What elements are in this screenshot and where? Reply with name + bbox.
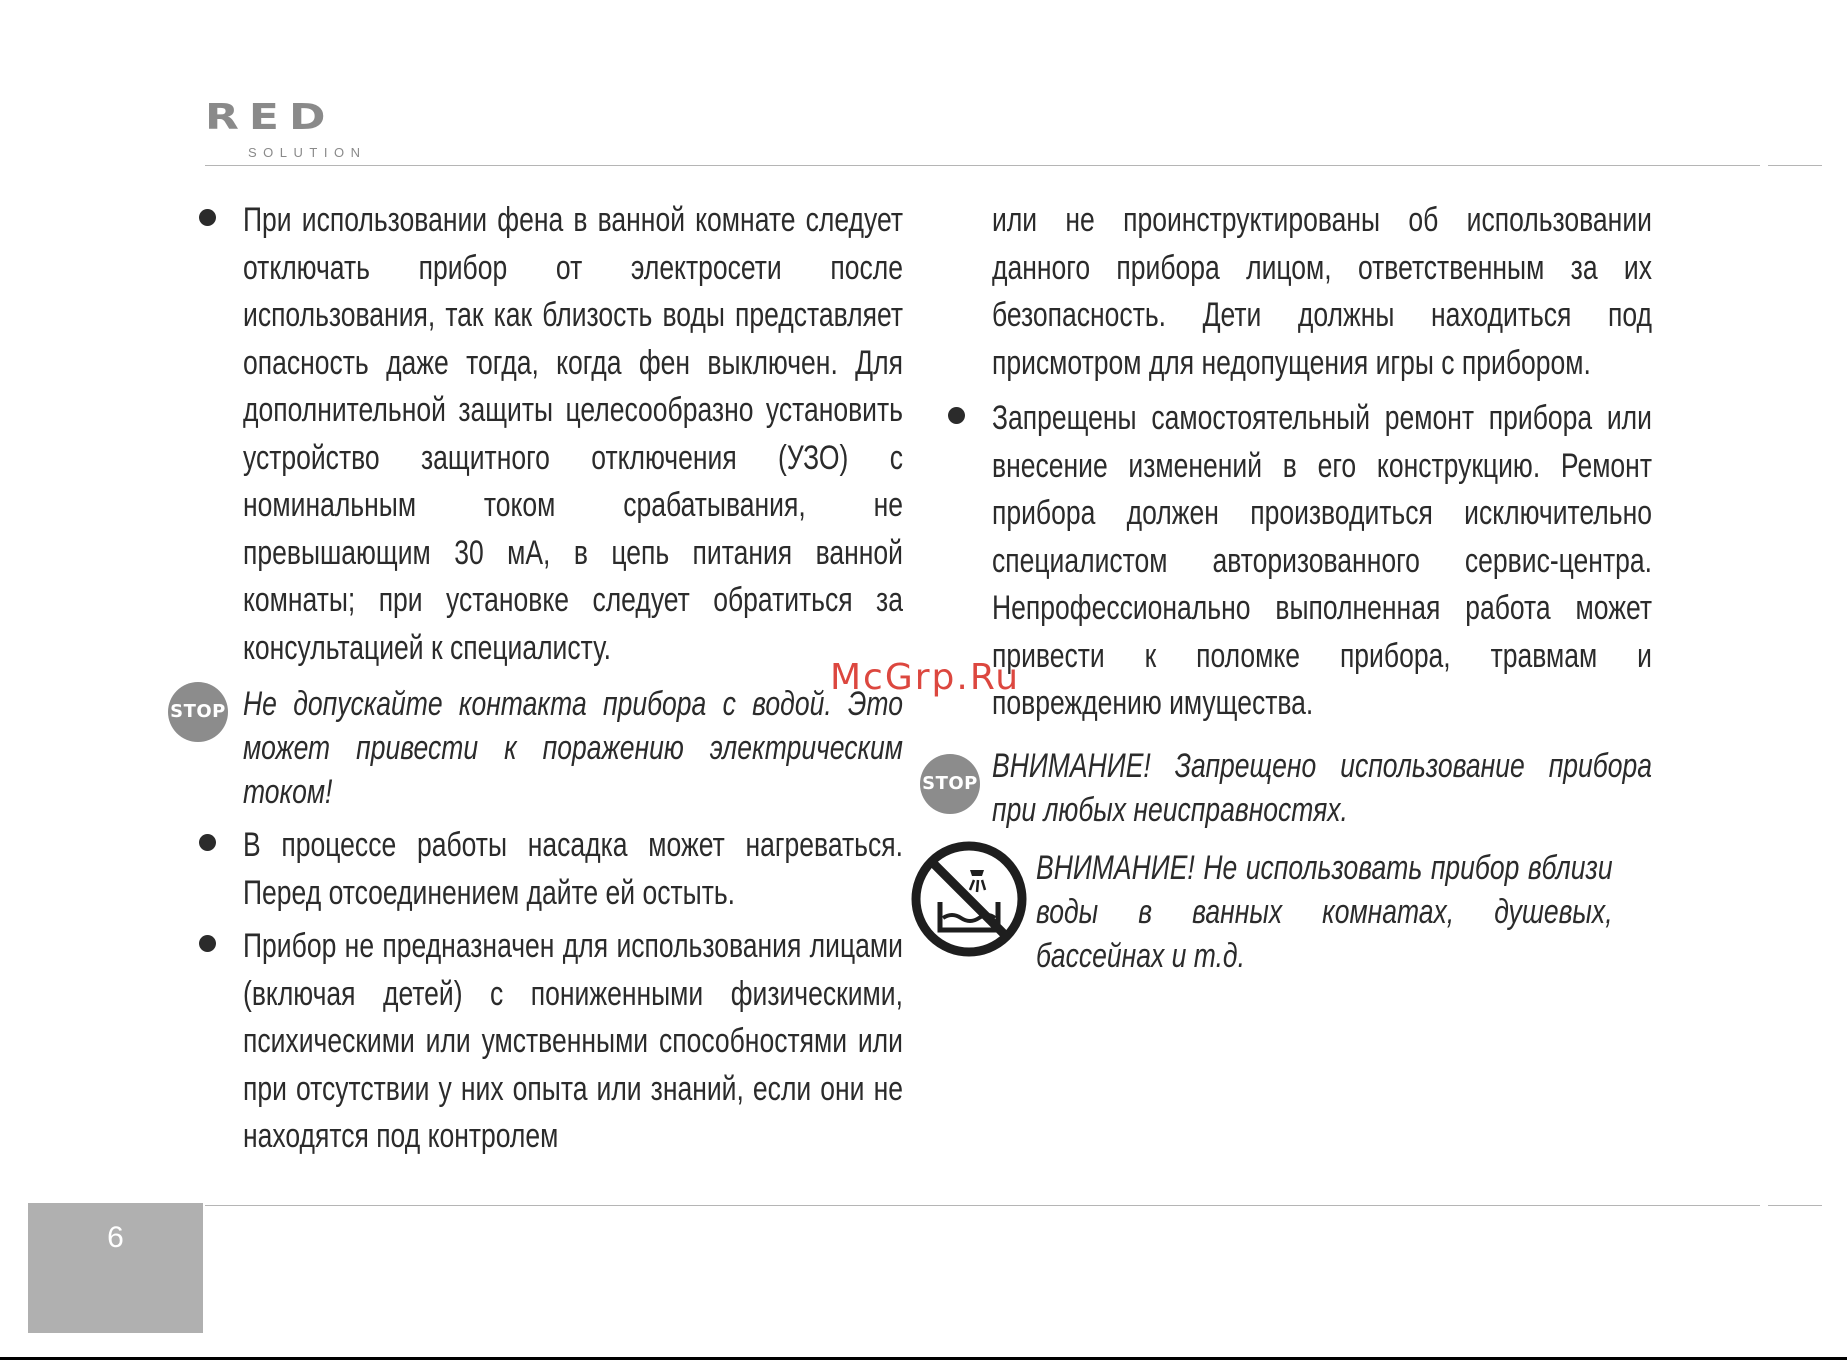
header-rule-right — [1768, 165, 1822, 166]
footer-rule-right — [1768, 1205, 1822, 1206]
logo-wordmark: RED — [205, 96, 336, 138]
warning-text: ВНИМАНИЕ! Запрещено использование прибора при любых неисправностях. — [992, 746, 1652, 829]
warning-text: Не допускайте контакта прибора с водой. Это может привести к поражению электрическим током! — [243, 685, 903, 811]
stop-warning — [170, 682, 903, 814]
brand-logo — [205, 96, 395, 162]
instruction-text: При использовании фена в ванной комнате следует отключать прибор от электросети после использования, так как близость воды представляет опасность даже тогда, когда фен выключен. Для дополнительной защиты целесообразно установить устройство защитного отключения (УЗО) с номинальным током срабатывания, не превышающим 30 мА, в цепь питания ванной комнаты; при установке следует обратиться за консультацией к специалисту. — [243, 201, 903, 667]
left-column — [170, 197, 903, 1161]
watermark: McGrp.Ru — [830, 657, 1021, 698]
logo-tagline: SOLUTION — [248, 145, 367, 160]
bullet-icon — [199, 834, 216, 851]
list-item — [992, 395, 1652, 728]
stop-warning — [922, 744, 1652, 832]
list-item — [243, 197, 903, 672]
footer-rule — [205, 1205, 1760, 1206]
list-item — [243, 822, 903, 917]
instruction-text: Запрещены самостоятельный ремонт прибора или внесение изменений в его конструкцию. Ремонт прибора должен производиться исключительно специалистом авторизованного сервис-центра. Непрофессионально выполненная работа может привести к поломке прибора, травмам и повреждению имущества. — [992, 399, 1652, 722]
list-item — [243, 923, 903, 1161]
header-rule — [205, 165, 1760, 166]
stop-icon: STOP — [920, 754, 980, 814]
stop-icon: STOP — [168, 682, 228, 742]
bullet-icon — [948, 407, 965, 424]
page-number: 6 — [107, 1221, 124, 1254]
warning-text: ВНИМАНИЕ! Не использовать прибор вблизи воды в ванных комнатах, душевых, бассейнах и т.д. — [1036, 848, 1613, 975]
instruction-text: или не проинструктированы об использовании данного прибора лицом, ответственным за их безопасность. Дети должны находиться под присмотром для недопущения игры с прибором. — [992, 201, 1652, 382]
no-bath-shower-icon — [910, 840, 1028, 958]
instruction-text: Прибор не предназначен для использования лицами (включая детей) с пониженными физическими, психическими или умственными способностями или при отсутствии у них опыта или знаний, если они не находятся под контролем — [243, 927, 903, 1155]
bullet-icon — [199, 209, 216, 226]
continued-paragraph — [992, 197, 1652, 387]
bullet-icon — [199, 935, 216, 952]
no-water-warning — [992, 846, 1652, 978]
instruction-text: В процессе работы насадка может нагреваться. Перед отсоединением дайте ей остыть. — [243, 826, 903, 912]
